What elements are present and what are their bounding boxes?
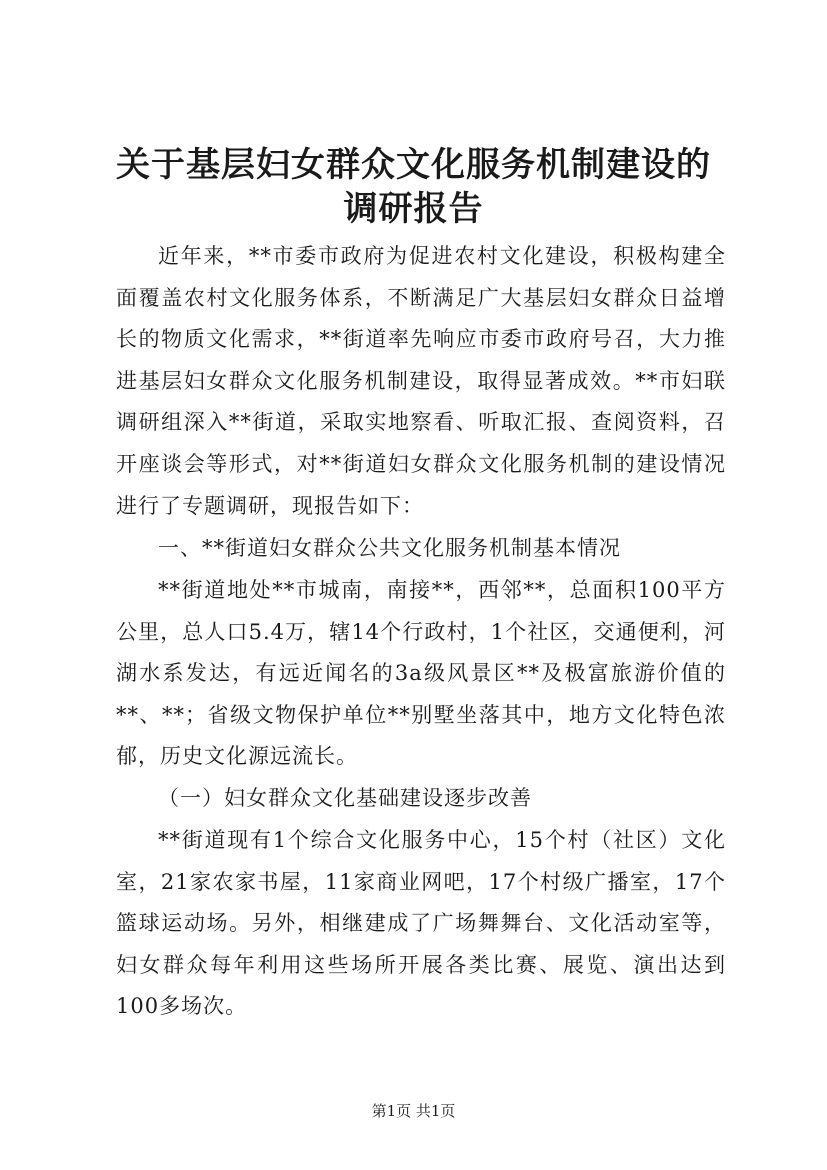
page-footer: 第1页 共1页 [371, 1102, 456, 1120]
infrastructure-paragraph: **街道现有1个综合文化服务中心，15个村（社区）文化室，21家农家书屋，11家商业网吧，17个村级广播室，17个篮球运动场。另外，相继建成了广场舞舞台、文化活动室等，妇女群众每年利用这些场所开展各类比赛、展览、演出达到100多场次。 [116, 828, 726, 1019]
section-heading: 一、**街道妇女群众公共文化服务机制基本情况 [158, 536, 621, 560]
overview-paragraph: **街道地处**市城南，南接**，西邻**，总面积100平方公里，总人口5.4万，辖14个行政村，1个社区，交通便利，河湖水系发达，有远近闻名的3a级风景区**及极富旅游价值的**、**；省级文物保护单位**别墅坐落其中，地方文化特色浓郁，历史文化源远流长。 [116, 578, 726, 769]
subsection-heading: （一）妇女群众文化基础建设逐步改善 [158, 786, 532, 810]
intro-paragraph: 近年来，**市委市政府为促进农村文化建设，积极构建全面覆盖农村文化服务体系，不断满足广大基层妇女群众日益增长的物质文化需求，**街道率先响应市委市政府号召，大力推进基层妇女群众文化服务机制建设，取得显著成效。**市妇联调研组深入**街道，采取实地察看、听取汇报、查阅资料，召开座谈会等形式，对**街道妇女群众文化服务机制的建设情况进行了专题调研，现报告如下： [116, 244, 726, 518]
document-title: 关于基层妇女群众文化服务机制建设的调研报告 [116, 145, 711, 229]
